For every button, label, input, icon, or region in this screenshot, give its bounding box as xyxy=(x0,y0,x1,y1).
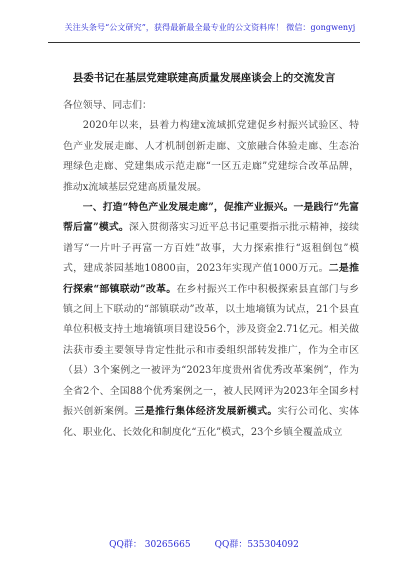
point-1-text: 深入贯彻落实习近平总书记重要指示批示精神，接续谱写“一片叶子再富一方百姓”故事，大力探索推行“返租倒包”模式，建成茶园基地10800亩，2023年实现产值1000万元。 xyxy=(63,222,359,275)
header-divider xyxy=(48,42,360,43)
header-banner: 关注头条号“公文研究”，获得最新最全最专业的公文资料库！ 微信：gongwenyj xyxy=(64,23,356,32)
document-body xyxy=(63,96,359,443)
point-3-text: 实行公司化、实体化、职业化、长效化和制度化“五化”模式，23个乡镇全覆盖成立 xyxy=(63,406,359,438)
point-3-heading: 三是推行集体经济发展新模式。 xyxy=(134,406,278,418)
point-1-heading: 一是践行“先富帮后富”模式。 xyxy=(63,202,359,234)
footer-qq-group-1: QQ群： 30265665 xyxy=(109,540,191,550)
point-2-text: 在乡村振兴工作中积极探索县直部门与乡镇之间上下联动的“部镇联动”改革，以土地墒镇为试点，21个县直单位积极支持土地墒镇项目建设56个，涉及资金2.71亿元。相关做法获市委主要领导肯定性批示和市委组织部转发推广，作为全市区（县）3个案例之一被评为“2023年度贵州省优秀改革案例”，作为全省2个、全国88个优秀案例之一，被人民网评为2023年全国乡村振兴创新案例。 xyxy=(63,283,359,418)
footer-qq-group-2: QQ群：535304092 xyxy=(214,540,299,550)
footer-contact xyxy=(0,537,408,550)
section-1-heading: 一、打造“特色产业发展走廊”，促推产业振兴。 xyxy=(82,202,294,214)
intro-paragraph: 2020年以来，县着力构建x流域抓党建促乡村振兴试验区、特色产业发展走廊、人才机制创新走廊、文旅融合体验走廊、生态治理绿色走廊、党建集成示范走廊“一区五走廊”党建综合改革品牌，推动x流域基层党建高质量发展。 xyxy=(63,120,359,193)
document-title: 县委书记在基层党建联建高质量发展座谈会上的交流发言 xyxy=(72,72,336,84)
greeting: 各位领导、同志们： xyxy=(63,100,152,111)
point-2-heading: 二是推行探索“部镇联动”改革。 xyxy=(63,263,359,295)
section-1-paragraph xyxy=(63,198,359,443)
